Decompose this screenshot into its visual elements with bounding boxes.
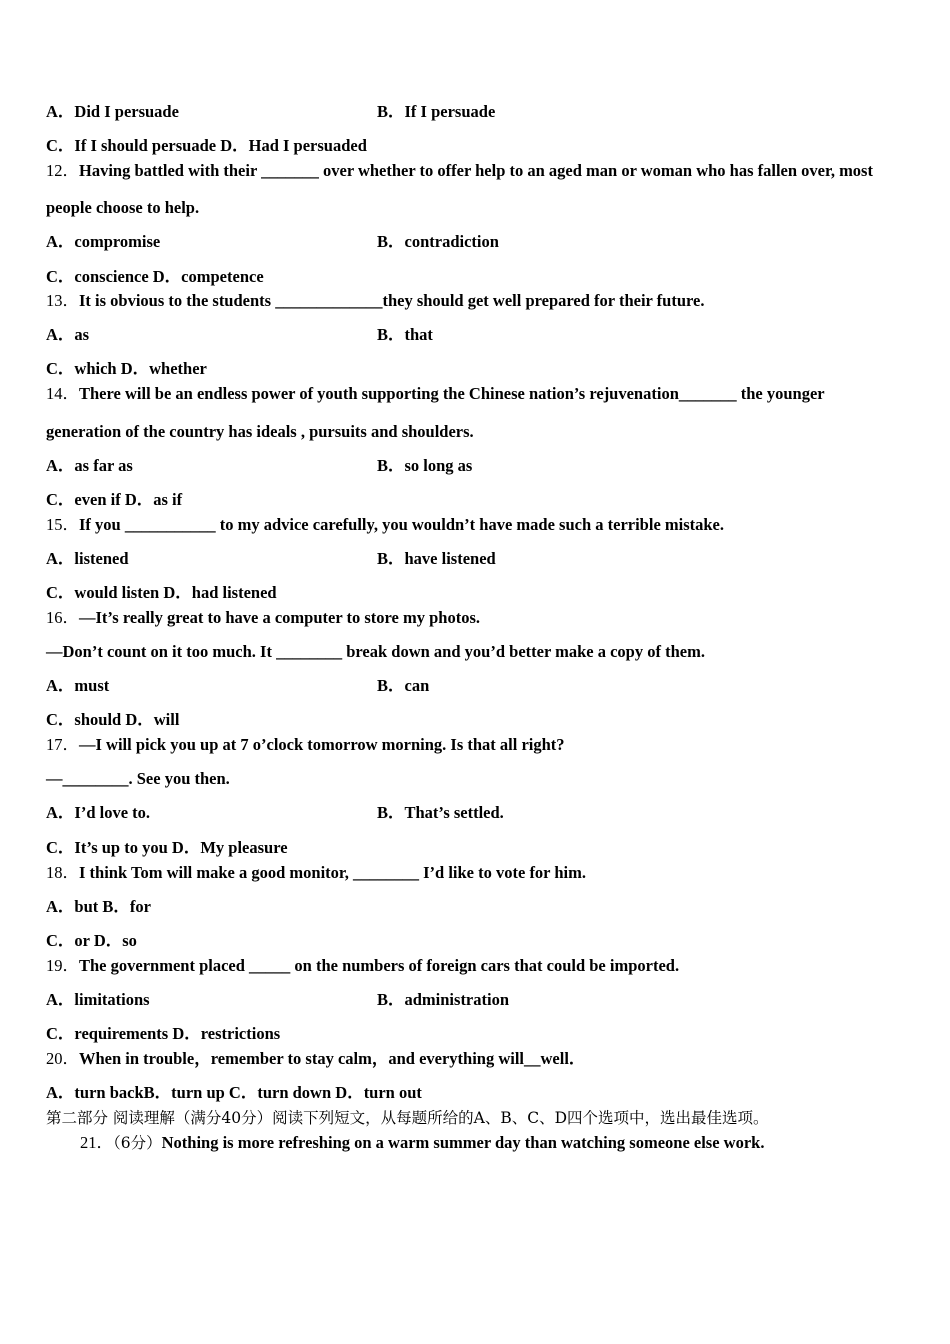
q12-stem-cont: people choose to help. [46, 198, 200, 217]
q17-options-cd: C．It’s up to you D．My pleasure [46, 838, 288, 857]
q12-options-ab [46, 232, 499, 252]
option-a: A．I’d love to. [46, 803, 151, 822]
option-b: B．That’s settled. [377, 803, 504, 822]
q15-options-ab [46, 549, 496, 569]
option-b: B．If I persuade [377, 102, 496, 121]
q19-stem [46, 956, 679, 976]
question-text: The government placed _____ on the numbers of foreign cars that could be imported. [79, 956, 680, 975]
q16-stem [46, 608, 480, 628]
q14-options-ab [46, 456, 473, 476]
question-text: Having battled with their _______ over whether to offer help to an aged man or woman who has fallen over, most [79, 161, 873, 180]
question-text: It is obvious to the students _____________they should get well prepared for their future. [79, 291, 705, 310]
question-text: I think Tom will make a good monitor, ________ I’d like to vote for him. [79, 863, 586, 882]
question-number: 16． [46, 608, 79, 627]
q18-options-cd: C．or D．so [46, 931, 137, 950]
option-a: A．listened [46, 549, 129, 568]
question-text: When in trouble，remember to stay calm，and everything will__well． [79, 1049, 586, 1068]
option-a: A．as [46, 325, 90, 344]
question-number: 13． [46, 291, 79, 310]
option-b: B．have listened [377, 549, 496, 568]
q12-options-cd: C．conscience D．competence [46, 267, 264, 286]
q20-options: A．turn backB．turn up C．turn down D．turn out [46, 1083, 422, 1102]
q18-options-ab: A．but B．for [46, 897, 151, 916]
q21-stem [80, 1133, 764, 1153]
question-number: 12． [46, 161, 79, 180]
question-text: —I will pick you up at 7 o’clock tomorrow morning. Is that all right? [79, 735, 565, 754]
q16-options-cd: C．should D．will [46, 710, 180, 729]
section-heading: 第二部分 阅读理解（满分40分）阅读下列短文，从每题所给的A、B、C、D四个选项中，选出最佳选项。 [46, 1109, 769, 1127]
option-b: B．contradiction [377, 232, 499, 251]
question-number: 19． [46, 956, 79, 975]
option-b: B．administration [377, 990, 510, 1009]
question-number: 20． [46, 1049, 79, 1068]
q19-options-cd: C．requirements D．restrictions [46, 1024, 281, 1043]
option-a: A．must [46, 676, 110, 695]
option-a: A．Did I persuade [46, 102, 179, 121]
q14-stem [46, 384, 825, 404]
q19-options-ab [46, 990, 510, 1010]
option-a: A．limitations [46, 990, 150, 1009]
q14-stem-cont: generation of the country has ideals , pursuits and shoulders. [46, 422, 474, 441]
q15-options-cd: C．would listen D．had listened [46, 583, 277, 602]
question-number: 21． [80, 1133, 113, 1152]
question-number: 17． [46, 735, 79, 754]
q16-options-ab [46, 676, 430, 696]
option-a: A．as far as [46, 456, 133, 475]
q13-options-ab [46, 325, 433, 345]
q14-options-cd: C．even if D．as if [46, 490, 183, 509]
question-text: —It’s really great to have a computer to store my photos. [79, 608, 480, 627]
q13-stem [46, 291, 705, 311]
question-number: 18． [46, 863, 79, 882]
question-number: 14． [46, 384, 79, 403]
question-points: （6分） [113, 1134, 162, 1152]
q20-stem [46, 1049, 585, 1069]
question-number: 15． [46, 515, 79, 534]
q13-options-cd: C．which D．whether [46, 359, 207, 378]
q12-stem [46, 161, 873, 181]
q11-options-ab [46, 102, 496, 122]
q18-stem [46, 863, 586, 883]
question-text: If you ___________ to my advice carefully, you wouldn’t have made such a terrible mistake. [79, 515, 725, 534]
q17-options-ab [46, 803, 504, 823]
q11-options-cd: C．If I should persuade D．Had I persuaded [46, 136, 367, 155]
option-b: B．so long as [377, 456, 473, 475]
q17-stem [46, 735, 565, 755]
option-b: B．can [377, 676, 430, 695]
q16-stem-cont: —Don’t count on it too much. It ________ break down and you’d better make a copy of them. [46, 642, 705, 661]
q17-stem-cont: —________. See you then. [46, 769, 230, 788]
question-text: There will be an endless power of youth supporting the Chinese nation’s rejuvenation_______ the younger [79, 384, 825, 403]
option-b: B．that [377, 325, 433, 344]
question-text: Nothing is more refreshing on a warm summer day than watching someone else work. [161, 1133, 765, 1152]
q15-stem [46, 515, 724, 535]
option-a: A．compromise [46, 232, 161, 251]
